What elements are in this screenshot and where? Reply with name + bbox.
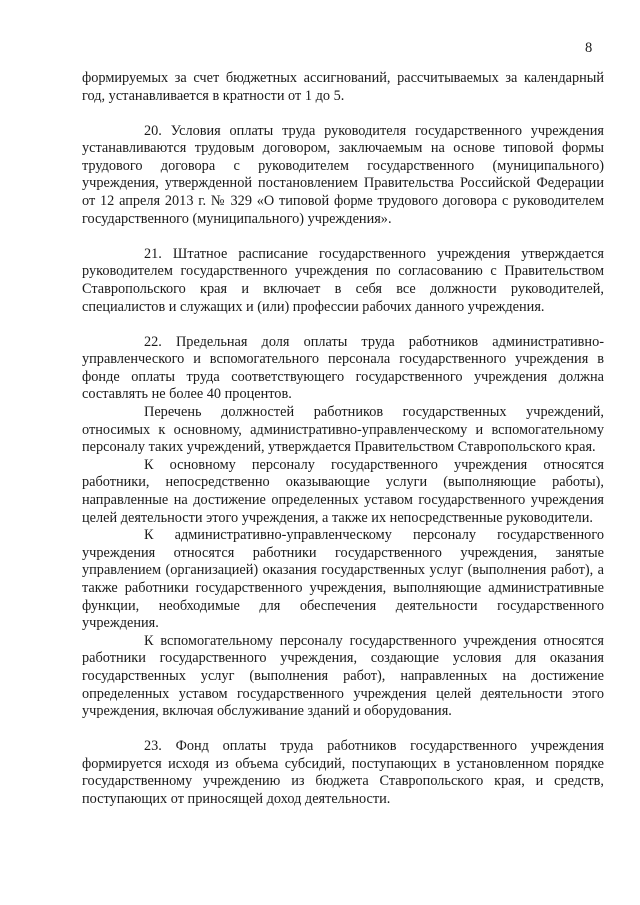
paragraph-22-list-of-positions: Перечень должностей работников государственных учреждений, относимых к основному, административно-управленческому и вспомогательному персоналу таких учреждений, утверждается Правительством Ставропольского края. [82,404,604,456]
paragraph-23: 23. Фонд оплаты труда работников государственного учреждения формируется исходя из объема субсидий, поступающих в установленном порядке государственному учреждению из бюджета Ставропольского края, и средств, поступающих от приносящей доход деятельности. [82,738,604,807]
paragraph-gap [82,721,604,739]
paragraph-20: 20. Условия оплаты труда руководителя государственного учреждения устанавливаются трудовым договором, заключаемым на основе типовой формы трудового договора с руководителем государственного (муниципального) учреждения, утвержденной постановлением Правительства Российской Федерации от 12 апреля 2013 г. № 329 «О типовой форме трудового договора с руководителем государственного (муниципального) учреждения». [82,122,604,227]
paragraph-22-support-staff: К вспомогательному персоналу государственного учреждения относятся работники государственного учреждения, создающие условия для оказания государственных услуг (выполнения работ), направленных на достижение определенных уставом государственного учреждения целей деятельности этого учреждения, включая обслуживание зданий и оборудования. [82,632,604,720]
paragraph-22-admin-staff: К административно-управленческому персоналу государственного учреждения относятся работники государственного учреждения, занятые управлением (организацией) оказания государственных услуг (выполнения работ), а также работники государственного учреждения, выполняющие административные функции, необходимые для обеспечения деятельности государственного учреждения. [82,527,604,632]
document-body [82,70,604,809]
paragraph-22: 22. Предельная доля оплаты труда работников административно-управленческого и вспомогательного персонала государственного учреждения в фонде оплаты труда соответствующего государственного учреждения должна составлять не более 40 процентов. [82,333,604,403]
paragraph-gap [82,105,604,123]
page-number: 8 [585,40,593,56]
paragraph-gap [82,316,604,334]
paragraph-22-main-staff: К основному персоналу государственного учреждения относятся работники, непосредственно оказывающие услуги (выполняющие работы), направленные на достижение определенных уставом государственного учреждения целей деятельности этого учреждения, а также их непосредственные руководители. [82,456,604,526]
paragraph-gap [82,228,604,246]
paragraph-19-continuation: формируемых за счет бюджетных ассигнований, рассчитываемых за календарный год, устанавливается в кратности от 1 до 5. [82,70,604,104]
paragraph-21: 21. Штатное расписание государственного учреждения утверждается руководителем государственного учреждения по согласованию с Правительством Ставропольского края и включает в себя все должности руководителей, специалистов и служащих и (или) профессии рабочих данного учреждения. [82,245,604,315]
